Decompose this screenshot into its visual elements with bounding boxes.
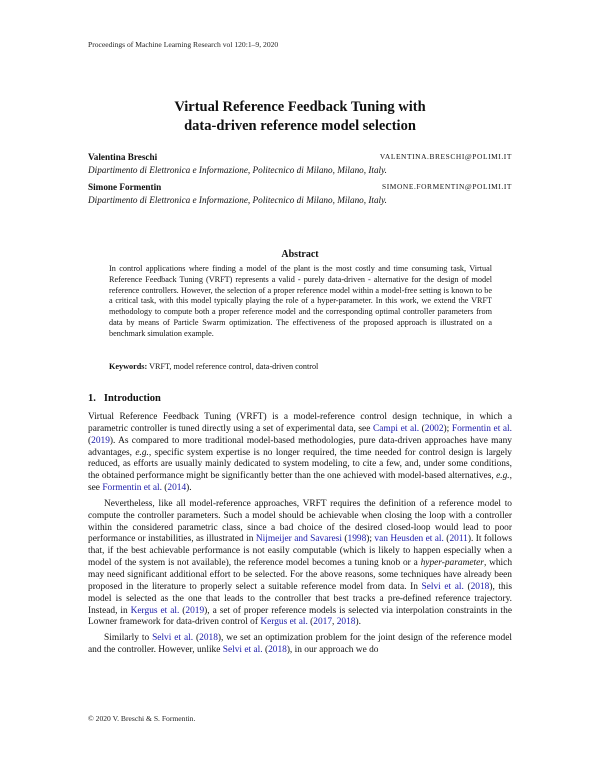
paragraph — [88, 412, 512, 495]
citation-link[interactable]: Kergus et al. — [130, 605, 180, 616]
body-text-run: ( — [179, 605, 186, 616]
body-text-run: ( — [161, 483, 168, 494]
body-text-run: specific system expertise is no longer required, the time needed for control design is largely reduced, as efforts are usually mainly dedicated to system modeling, to cite a few, and, under some conditions, the obtained performance might be significantly better than the one achieved with model-based alternatives, — [88, 447, 512, 482]
citation-link[interactable]: Selvi et al. — [222, 645, 263, 656]
citation-link[interactable]: 2011 — [449, 534, 468, 545]
citation-link[interactable]: 2018 — [336, 617, 356, 628]
author-email[interactable]: VALENTINA.BRESCHI@POLIMI.IT — [379, 152, 512, 161]
body-text-run: ( — [341, 534, 348, 545]
citation-link[interactable]: Formentin et al. — [451, 423, 513, 434]
body-text-run: ( — [443, 534, 450, 545]
abstract-heading: Abstract — [281, 249, 319, 260]
body-text-run: ), this model is selected as the one that leads to the controller that best tracks a pre-defined reference trajectory. Instead, in — [88, 581, 512, 616]
body-text-run: , — [332, 617, 337, 628]
citation-link[interactable]: 2018 — [268, 645, 287, 656]
author-affiliation: Dipartimento di Elettronica e Informazione, Politecnico di Milano, Milano, Italy. — [88, 165, 387, 175]
citation-link[interactable]: 1998 — [347, 534, 367, 545]
body-text-run: ). As compared to more traditional model-based methodologies, pure data-driven approaches have many advantages, — [88, 435, 512, 458]
keywords — [109, 362, 492, 373]
body-text-run: ( — [193, 633, 200, 644]
citation-link[interactable]: 2019 — [91, 435, 110, 446]
emphasis-text: e.g., — [135, 447, 152, 458]
body-text-run: ( — [262, 645, 269, 656]
citation-link[interactable]: 2014 — [167, 483, 187, 494]
citation-link[interactable]: 2018 — [470, 581, 490, 592]
title-line-2: data-driven reference model selection — [184, 118, 416, 134]
author-affiliation: Dipartimento di Elettronica e Informazione, Politecnico di Milano, Milano, Italy. — [88, 195, 387, 205]
title-line-1: Virtual Reference Feedback Tuning with — [174, 99, 426, 115]
citation-link[interactable]: 2019 — [185, 605, 205, 616]
body-text-run: ( — [419, 423, 425, 434]
citation-link[interactable]: 2002 — [424, 423, 444, 434]
paper-title — [0, 98, 600, 136]
body-text-run: ); — [443, 423, 452, 434]
paragraph — [88, 633, 512, 657]
body-text-run: Virtual Reference Feedback Tuning (VRFT) is a model-reference control design technique, in which a parametric controller is tuned directly using a set of experimental data, see — [88, 412, 512, 434]
body-text-run: ). — [186, 483, 192, 494]
section-title: Introduction — [103, 393, 161, 404]
author-name: Valentina Breschi — [88, 152, 158, 162]
paragraph — [88, 499, 512, 629]
citation-link[interactable]: Selvi et al. — [421, 581, 464, 592]
body-text-run: ), we set an optimization problem for the joint design of the reference model and the controller. However, unlike — [88, 633, 512, 656]
citation-link[interactable]: Formentin et al. — [102, 483, 162, 494]
citation-link[interactable]: 2017 — [313, 617, 333, 628]
body-text-run: ), a set of proper reference models is selected via interpolation constraints in the Lowner framework for data-driven control of — [88, 605, 512, 628]
section-heading — [88, 393, 161, 404]
introduction-body — [88, 412, 512, 657]
body-text-run: ). — [355, 617, 361, 628]
citation-link[interactable]: Selvi et al. — [152, 633, 194, 644]
body-text-run: ); — [366, 534, 375, 545]
running-head: Proceedings of Machine Learning Research vol 120:1–9, 2020 — [88, 40, 279, 49]
citation-link[interactable]: Nijmeijer and Savaresi — [255, 534, 342, 545]
section-number: 1. — [88, 393, 96, 404]
author-email[interactable]: SIMONE.FORMENTIN@POLIMI.IT — [382, 182, 512, 191]
emphasis-text: hyper-parameter — [420, 558, 484, 569]
citation-link[interactable]: van Heusden et al. — [374, 534, 444, 545]
body-text-run: ), in our approach we do — [286, 645, 379, 656]
emphasis-text: e.g., — [496, 471, 512, 482]
body-text-run: see — [88, 483, 103, 494]
keywords-list: VRFT, model reference control, data-driven control — [149, 362, 319, 371]
copyright-notice: © 2020 V. Breschi & S. Formentin. — [88, 714, 196, 723]
citation-link[interactable]: 2018 — [199, 633, 218, 644]
keywords-label: Keywords: — [109, 362, 148, 371]
author-name: Simone Formentin — [88, 182, 162, 192]
body-text-run: Similarly to — [104, 633, 153, 644]
body-text-run: Nevertheless, like all model-reference approaches, VRFT requires the definition of a reference model to compute the controller parameters. Such a model should be achievable when closing the loop with a controller within the considered parametric class, since a bad choice of the desired closed-loop would lead to poor performance or instabilities, as illustrated in — [88, 498, 512, 545]
abstract-text: In control applications where finding a model of the plant is the most costly and time consuming task, Virtual Reference Feedback Tuning (VRFT) represents a valid - purely data-driven - alternative for the design of model reference controllers. However, the selection of a proper reference model within a model-free setting is known to be a critical task, with this model typically playing the role of a hyper-parameter. In this work, we extend the VRFT methodology to compute both a proper reference model and the corresponding optimal controller parameters from data by means of Particle Swarm optimization. The effectiveness of the proposed approach is illustrated on a benchmark simulation example. — [109, 264, 492, 338]
body-text-run: ). It follows that, if the best achievable performance is not easily computable (which is likely to happen especially when a model of the system is not available), the reference model becomes a tuning knob or a — [88, 534, 513, 569]
citation-link[interactable]: Kergus et al. — [260, 617, 308, 628]
body-text-run: ( — [307, 617, 314, 628]
body-text-run: , which may need significant additional effort to be selected. For the above reasons, some techniques have already been proposed in the literature to properly select a suitable reference model from data. In — [88, 558, 513, 592]
body-text-run: ( — [463, 581, 471, 592]
citation-link[interactable]: Campi et al. — [372, 423, 420, 434]
body-text-run: ( — [88, 435, 92, 446]
